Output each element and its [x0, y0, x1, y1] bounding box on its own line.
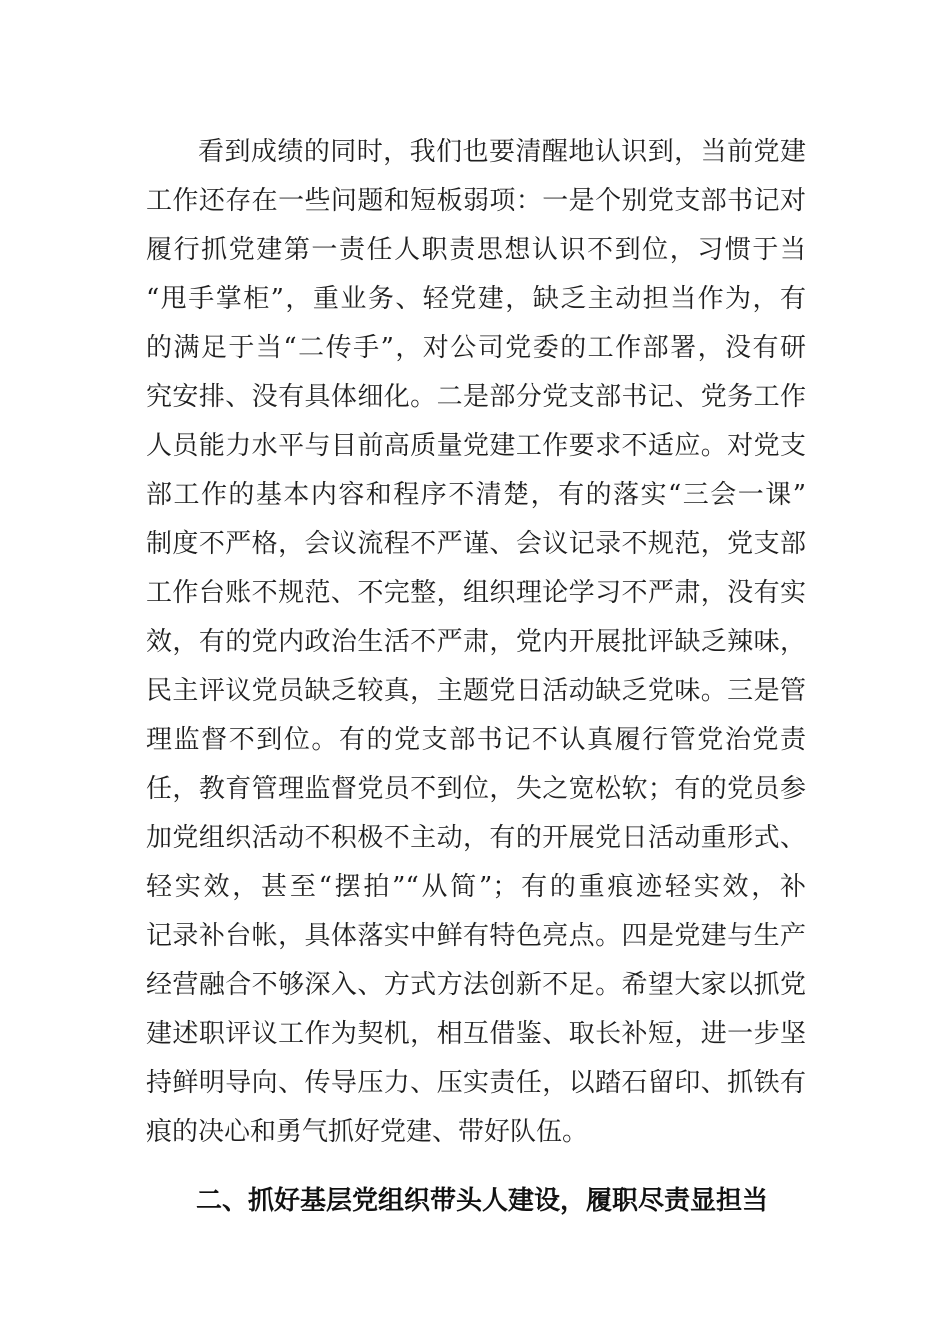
- paragraph-line: 持鲜明导向、传导压力、压实责任，以踏石留印、抓铁有: [146, 1068, 806, 1098]
- paragraph-line: 究安排、没有具体细化。二是部分党支部书记、党务工作: [146, 382, 806, 412]
- paragraph-line: 看到成绩的同时，我们也要清醒地认识到，当前党建: [198, 137, 806, 167]
- paragraph-line: 民主评议党员缺乏较真，主题党日活动缺乏党味。三是管: [146, 676, 806, 706]
- paragraph-line: 理监督不到位。有的党支部书记不认真履行管党治党责: [146, 725, 806, 755]
- paragraph-line: 工作还存在一些问题和短板弱项：一是个别党支部书记对: [146, 186, 806, 216]
- paragraph-line: 履行抓党建第一责任人职责思想认识不到位，习惯于当: [146, 235, 806, 265]
- paragraph-line: 工作台账不规范、不完整，组织理论学习不严肃，没有实: [146, 578, 806, 608]
- paragraph-line: 任，教育管理监督党员不到位，失之宽松软；有的党员参: [146, 774, 806, 804]
- paragraph-line: 轻实效，甚至“摆拍”“从简”；有的重痕迹轻实效，补: [146, 872, 806, 902]
- paragraph-line: 经营融合不够深入、方式方法创新不足。希望大家以抓党: [146, 970, 806, 1000]
- paragraph-line: 建述职评议工作为契机，相互借鉴、取长补短，进一步坚: [146, 1019, 806, 1049]
- paragraph-line: 制度不严格，会议流程不严谨、会议记录不规范，党支部: [146, 529, 806, 559]
- paragraph-line: 人员能力水平与目前高质量党建工作要求不适应。对党支: [146, 431, 806, 461]
- paragraph-line: 效，有的党内政治生活不严肃，党内开展批评缺乏辣味，: [146, 627, 806, 657]
- section-heading: 二、抓好基层党组织带头人建设，履职尽责显担当: [196, 1186, 769, 1216]
- paragraph-line: 部工作的基本内容和程序不清楚，有的落实“三会一课”: [146, 480, 806, 510]
- paragraph-line: 的满足于当“二传手”，对公司党委的工作部署，没有研: [146, 333, 806, 363]
- paragraph-line: 加党组织活动不积极不主动，有的开展党日活动重形式、: [146, 823, 806, 853]
- paragraph-line: 痕的决心和勇气抓好党建、带好队伍。: [146, 1117, 589, 1147]
- paragraph-line: “甩手掌柜”，重业务、轻党建，缺乏主动担当作为，有: [146, 284, 806, 314]
- paragraph-line: 记录补台帐，具体落实中鲜有特色亮点。四是党建与生产: [146, 921, 806, 951]
